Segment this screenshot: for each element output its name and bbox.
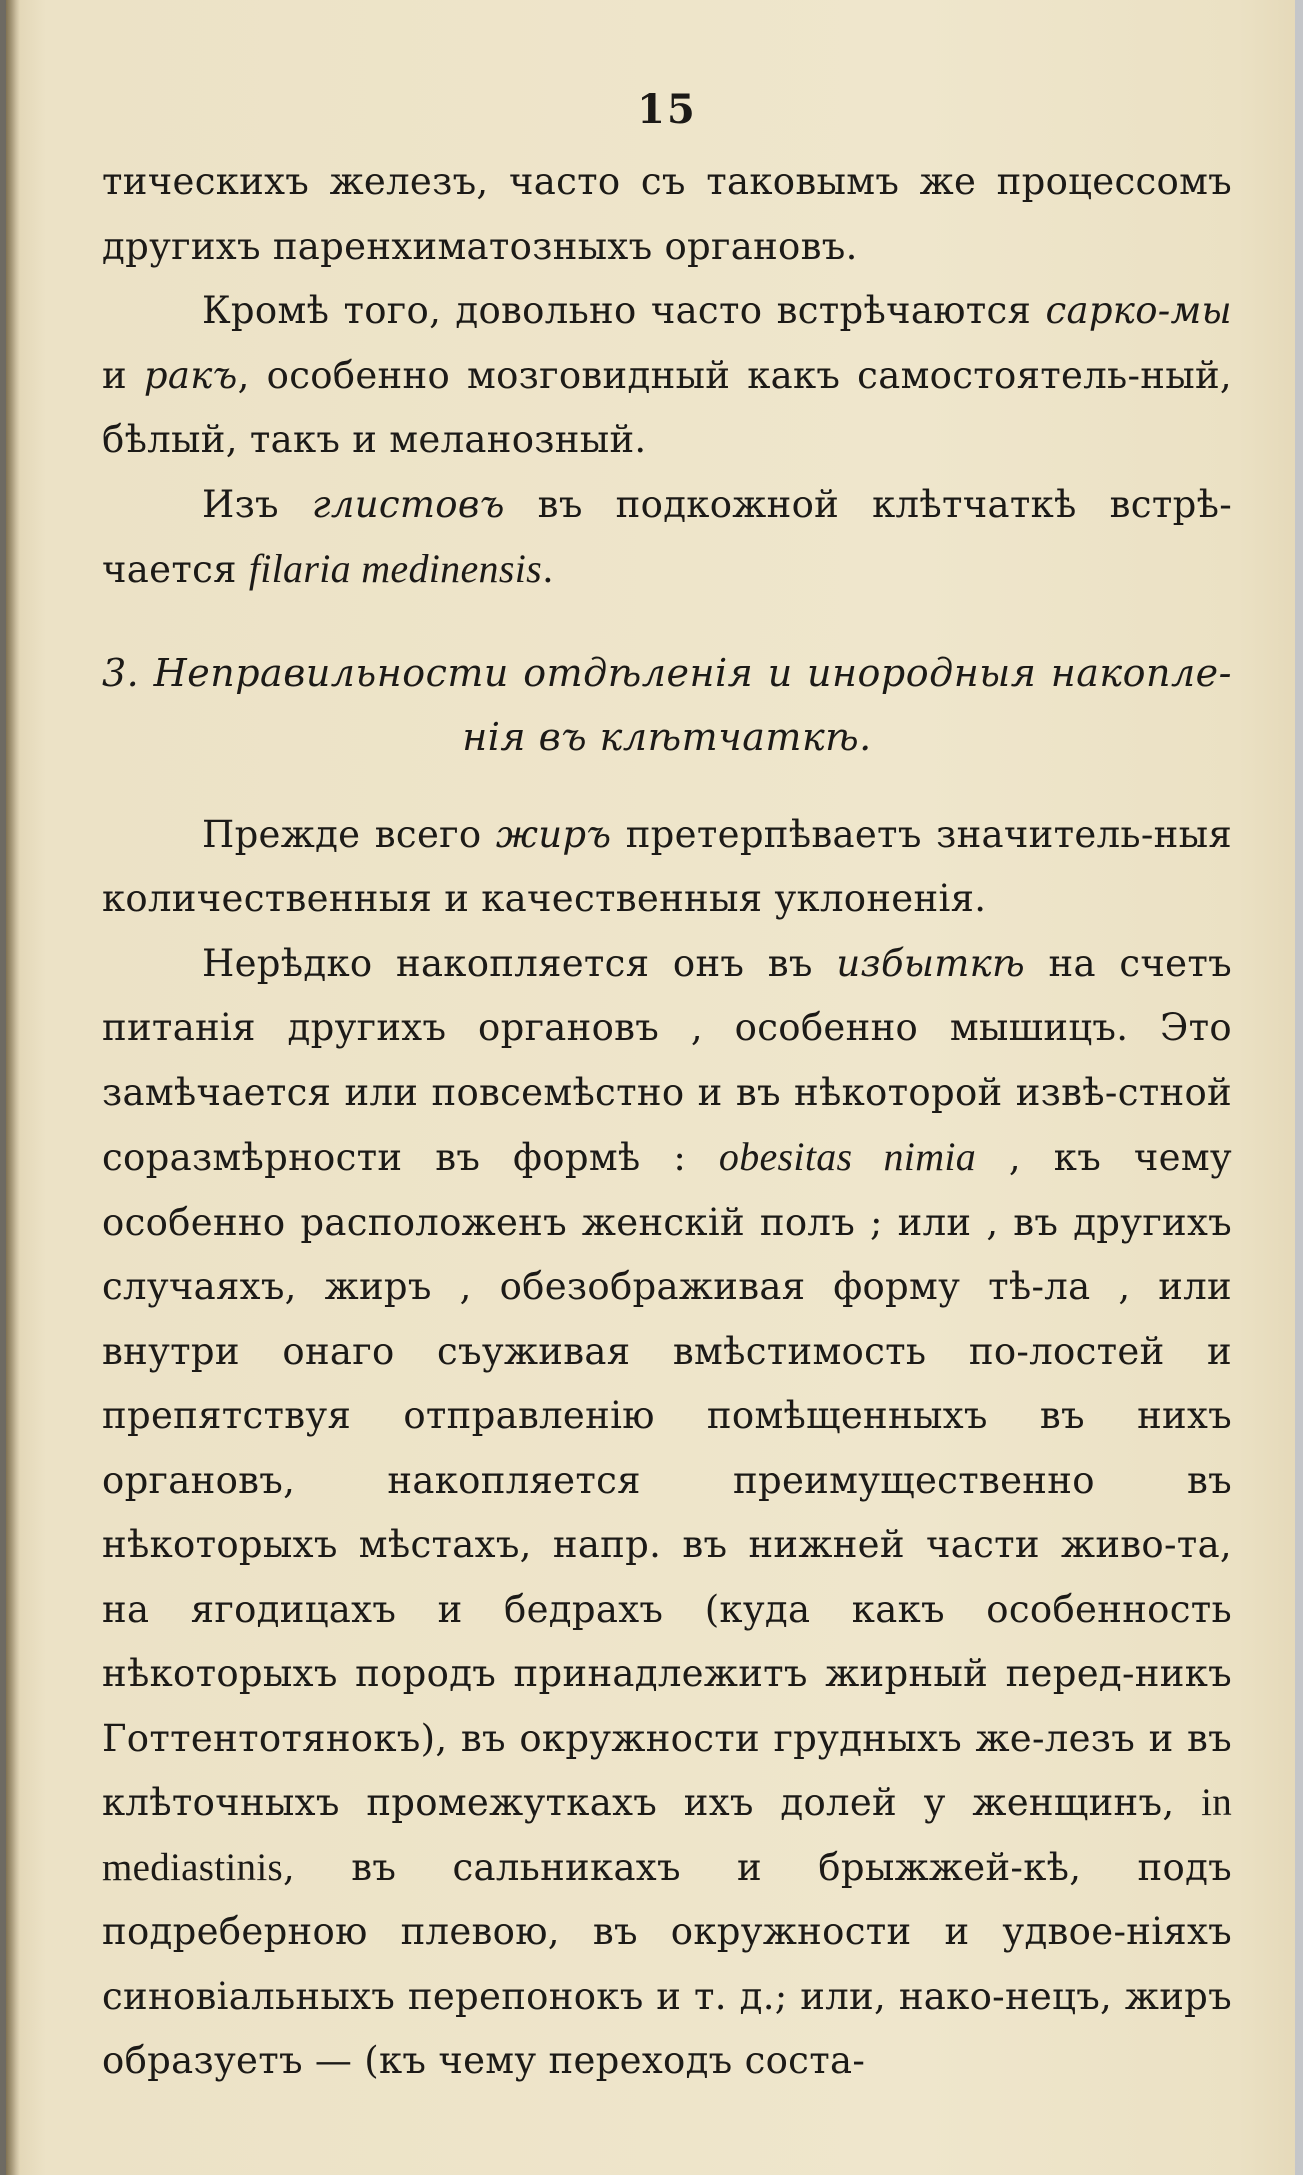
paragraph-2 [102, 279, 1232, 473]
paragraph-3-before: Изъ [202, 482, 312, 526]
page-text-block [102, 80, 1232, 2094]
paragraph-5-mid-2: , къ чему особенно расположенъ женскій полъ ; или , въ другихъ случаяхъ, жиръ , обезображивая форму тѣ-ла , или внутри онаго съуживая вмѣстимость по-лостей и препятствуя отправленію помѣщенныхъ въ нихъ органовъ, накопляется преимущественно въ нѣкоторыхъ мѣстахъ, напр. въ нижней части живо-та, на ягодицахъ и бедрахъ (куда какъ особенность нѣкоторыхъ породъ принадлежитъ жирный перед-никъ Готтентотянокъ), въ окружности грудныхъ же-лезъ и въ клѣточныхъ промежуткахъ ихъ долей у женщинъ, [102, 1136, 1232, 1824]
paragraph-4 [102, 803, 1232, 932]
page-spine-shadow [6, 0, 20, 2175]
paragraph-4-before: Прежде всего [202, 812, 496, 856]
paragraph-5-term-excess: избыткѣ [836, 941, 1025, 985]
paragraph-1 [102, 150, 1232, 279]
section-heading-line-1: 3. Неправильности отдѣленія и инородныя накопле- [102, 650, 1232, 695]
book-page [6, 0, 1303, 2175]
paragraph-5-latin-term: obesitas nimia [718, 1134, 977, 1179]
paragraph-4-after: претерпѣваетъ значитель-ныя количественныя и качественныя уклоненія. [102, 812, 1232, 920]
paragraph-3-mid: въ подкожной клѣтчаткѣ встрѣ-чается [102, 482, 1232, 591]
paragraph-5-after: , въ сальникахъ и брыжжей-кѣ, подъ подреберною плевою, въ окружности и удвое-ніяхъ синовіальныхъ перепонокъ и т. д.; или, нако-нецъ, жиръ образуетъ — (къ чему переходъ соста- [102, 1845, 1232, 2082]
page-number: 15 [637, 86, 697, 133]
paragraph-2-mid: и [102, 353, 144, 397]
paragraph-3-after: . [542, 548, 555, 591]
paragraph-1-text: тическихъ железъ, часто съ таковымъ же процессомъ другихъ паренхиматозныхъ органовъ. [102, 160, 1232, 268]
paragraph-2-after: , особенно мозговидный какъ самостоятель-ный, бѣлый, такъ и меланозный. [102, 353, 1232, 461]
section-heading [102, 641, 1232, 769]
paragraph-4-term-fat: жиръ [495, 812, 612, 856]
paragraph-5-latin-term-2: in mediastinis [102, 1781, 1232, 1889]
section-heading-line-2: нія въ клѣтчаткѣ. [462, 714, 872, 759]
paragraph-2-before: Кромѣ того, довольно часто встрѣчаются [202, 289, 1046, 332]
paragraph-3-latin-term: filaria medinensis [248, 546, 542, 591]
paragraph-3-term-worms: глистовъ [311, 482, 505, 526]
paragraph-5-mid-1: на счетъ питанія другихъ органовъ , особенно мышицъ. Это замѣчается или повсемѣстно и въ нѣкоторой извѣ-стной соразмѣрности въ формѣ : [102, 941, 1232, 1179]
paragraph-2-term-sarcoma: сарко-мы [1045, 289, 1232, 332]
paragraph-5 [102, 932, 1232, 2094]
page-right-edge [1295, 0, 1303, 2175]
paragraph-2-term-cancer: ракъ [143, 353, 238, 397]
paragraph-3 [102, 473, 1232, 603]
paragraph-5-before: Нерѣдко накопляется онъ въ [202, 941, 837, 985]
